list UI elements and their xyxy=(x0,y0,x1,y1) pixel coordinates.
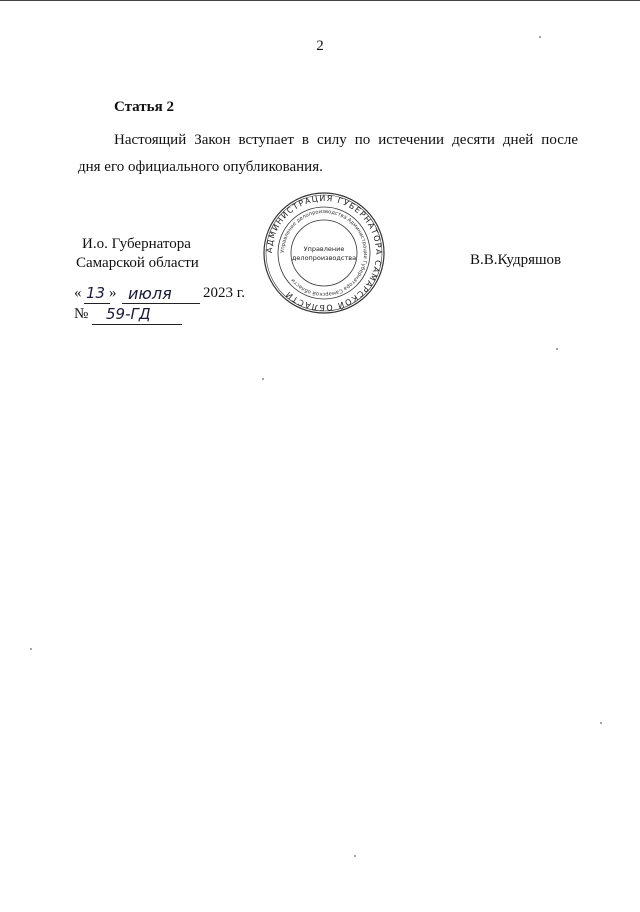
date-year: 2023 г. xyxy=(203,285,245,301)
date-day-underline xyxy=(84,303,110,304)
date-open-quote: « xyxy=(74,285,82,301)
official-seal-stamp xyxy=(261,190,387,316)
signing-date xyxy=(74,285,274,307)
number-symbol: № xyxy=(74,306,89,322)
article-body xyxy=(78,127,578,181)
stamp-outer-text: АДМИНИСТРАЦИЯ ГУБЕРНАТОРА САМАРСКОЙ ОБЛАСТИ xyxy=(264,193,384,313)
date-close-quote: » xyxy=(109,285,117,301)
article-title: Статья 2 xyxy=(114,99,174,115)
date-day-handwritten: 13 xyxy=(86,284,106,302)
stamp-inner-text: Управление делопроизводства Администрации Губернатора Самарской области xyxy=(279,208,369,298)
date-month-handwritten: июля xyxy=(128,284,172,303)
stamp-center-line-2: делопроизводства xyxy=(291,254,357,262)
signatory-position-line-1: И.о. Губернатора xyxy=(82,236,191,252)
signatory-position xyxy=(76,235,199,273)
scan-speck xyxy=(30,648,32,650)
scan-speck xyxy=(539,36,541,38)
signatory-position-line-2: Самарской области xyxy=(76,255,199,271)
scan-speck xyxy=(600,722,602,724)
scan-speck xyxy=(262,378,264,380)
article-body-line-2: дня его официального опубликования. xyxy=(78,159,323,175)
date-month-underline xyxy=(122,303,200,304)
article-body-line-1: Настоящий Закон вступает в силу по истечении десяти дней после xyxy=(114,132,578,148)
scan-speck xyxy=(556,348,558,350)
scan-speck xyxy=(354,855,356,857)
law-number xyxy=(74,306,274,328)
law-number-underline xyxy=(92,324,182,325)
page-top-edge xyxy=(0,0,640,1)
law-number-handwritten: 59-ГД xyxy=(106,305,151,323)
stamp-center-line-1: Управление xyxy=(303,245,345,253)
signatory-name: В.В.Кудряшов xyxy=(470,252,562,268)
page-number: 2 xyxy=(316,38,324,54)
